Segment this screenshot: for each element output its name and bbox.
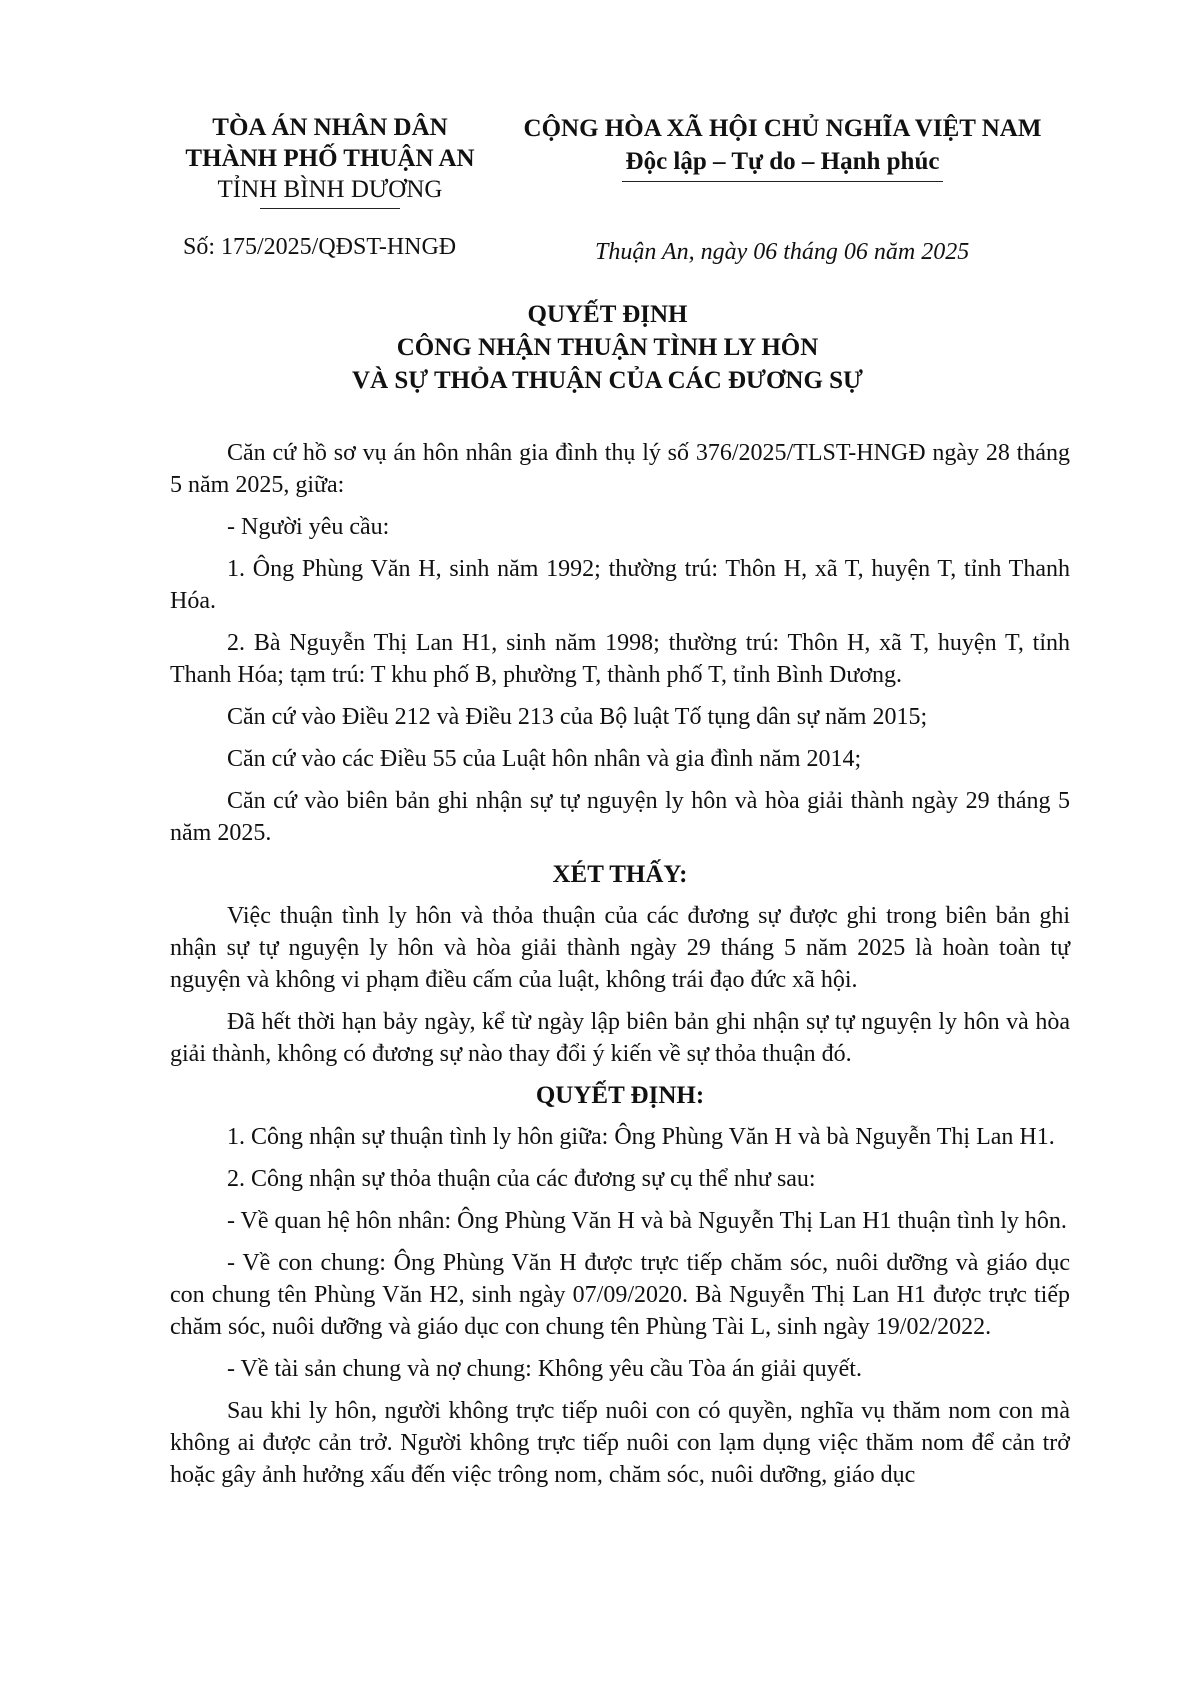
paragraph-legal-basis-1: Căn cứ vào Điều 212 và Điều 213 của Bộ luật Tố tụng dân sự năm 2015; xyxy=(227,704,928,730)
paragraph-legal-basis-2: Căn cứ vào các Điều 55 của Luật hôn nhân và gia đình năm 2014; xyxy=(227,746,862,772)
court-province: TỈNH BÌNH DƯƠNG xyxy=(217,176,443,203)
heading-considerations: XÉT THẤY: xyxy=(552,861,688,888)
national-title: CỘNG HÒA XÃ HỘI CHỦ NGHĨA VIỆT NAM xyxy=(523,115,1042,142)
paragraph-requester-2: 2. Bà Nguyễn Thị Lan H1, sinh năm 1998; thường trú: Thôn H, xã T, huyện T, tỉnh Thanh Hóa; tạm trú: T khu phố B, phường T, thành phố T, tỉnh Bình Dương. xyxy=(170,630,1070,688)
court-header xyxy=(160,112,500,209)
paragraph-requesters-label: - Người yêu cầu: xyxy=(227,514,390,540)
heading-decision: QUYẾT ĐỊNH: xyxy=(535,1082,705,1109)
court-name-line2: THÀNH PHỐ THUẬN AN xyxy=(185,145,475,172)
document-title xyxy=(160,298,1055,397)
paragraph-decision-1: 1. Công nhận sự thuận tình ly hôn giữa: Ông Phùng Văn H và bà Nguyễn Thị Lan H1. xyxy=(227,1124,1055,1150)
paragraph-marital-relation: - Về quan hệ hôn nhân: Ông Phùng Văn H và bà Nguyễn Thị Lan H1 thuận tình ly hôn. xyxy=(227,1208,1067,1234)
title-line1: QUYẾT ĐỊNH xyxy=(527,301,688,328)
paragraph-assets-debts: - Về tài sản chung và nợ chung: Không yêu cầu Tòa án giải quyết. xyxy=(227,1356,862,1382)
document-number: Số: 175/2025/QĐST-HNGĐ xyxy=(183,234,457,260)
paragraph-visitation-rights: Sau khi ly hôn, người không trực tiếp nuôi con có quyền, nghĩa vụ thăm nom con mà không ai được cản trở. Người không trực tiếp nuôi con lạm dụng việc thăm nom để cản trở hoặc gây ảnh hưởng xấu đến việc trông nom, chăm sóc, nuôi dưỡng, giáo dục xyxy=(170,1398,1070,1488)
document-body xyxy=(170,437,1070,1501)
national-motto: Độc lập – Tự do – Hạnh phúc xyxy=(622,145,944,182)
paragraph-consideration-2: Đã hết thời hạn bảy ngày, kể từ ngày lập biên bản ghi nhận sự tự nguyện ly hôn và hòa giải thành, không có đương sự nào thay đổi ý kiến về sự thỏa thuận đó. xyxy=(170,1009,1070,1067)
title-line2: CÔNG NHẬN THUẬN TÌNH LY HÔN xyxy=(396,334,819,361)
paragraph-legal-basis-3: Căn cứ vào biên bản ghi nhận sự tự nguyện ly hôn và hòa giải thành ngày 29 tháng 5 năm 2025. xyxy=(170,788,1070,846)
paragraph-requester-1: 1. Ông Phùng Văn H, sinh năm 1992; thường trú: Thôn H, xã T, huyện T, tỉnh Thanh Hóa. xyxy=(170,556,1070,614)
paragraph-decision-2: 2. Công nhận sự thỏa thuận của các đương sự cụ thể như sau: xyxy=(227,1166,816,1192)
national-header xyxy=(510,112,1055,182)
document-date: Thuận An, ngày 06 tháng 06 năm 2025 xyxy=(595,239,970,265)
paragraph-case-file: Căn cứ hồ sơ vụ án hôn nhân gia đình thụ lý số 376/2025/TLST-HNGĐ ngày 28 tháng 5 năm 2025, giữa: xyxy=(170,440,1070,498)
paragraph-consideration-1: Việc thuận tình ly hôn và thỏa thuận của các đương sự được ghi trong biên bản ghi nhận sự tự nguyện ly hôn và hòa giải thành ngày 29 tháng 5 năm 2025 là hoàn toàn tự nguyện và không vi phạm điều cấm của luật, không trái đạo đức xã hội. xyxy=(170,903,1070,993)
court-header-divider xyxy=(260,208,400,209)
title-line3: VÀ SỰ THỎA THUẬN CỦA CÁC ĐƯƠNG SỰ xyxy=(352,367,863,394)
court-name-line1: TÒA ÁN NHÂN DÂN xyxy=(212,114,448,141)
paragraph-children: - Về con chung: Ông Phùng Văn H được trực tiếp chăm sóc, nuôi dưỡng và giáo dục con chung tên Phùng Văn H2, sinh ngày 07/09/2020. Bà Nguyễn Thị Lan H1 được trực tiếp chăm sóc, nuôi dưỡng và giáo dục con chung tên Phùng Tài L, sinh ngày 19/02/2022. xyxy=(170,1250,1070,1340)
